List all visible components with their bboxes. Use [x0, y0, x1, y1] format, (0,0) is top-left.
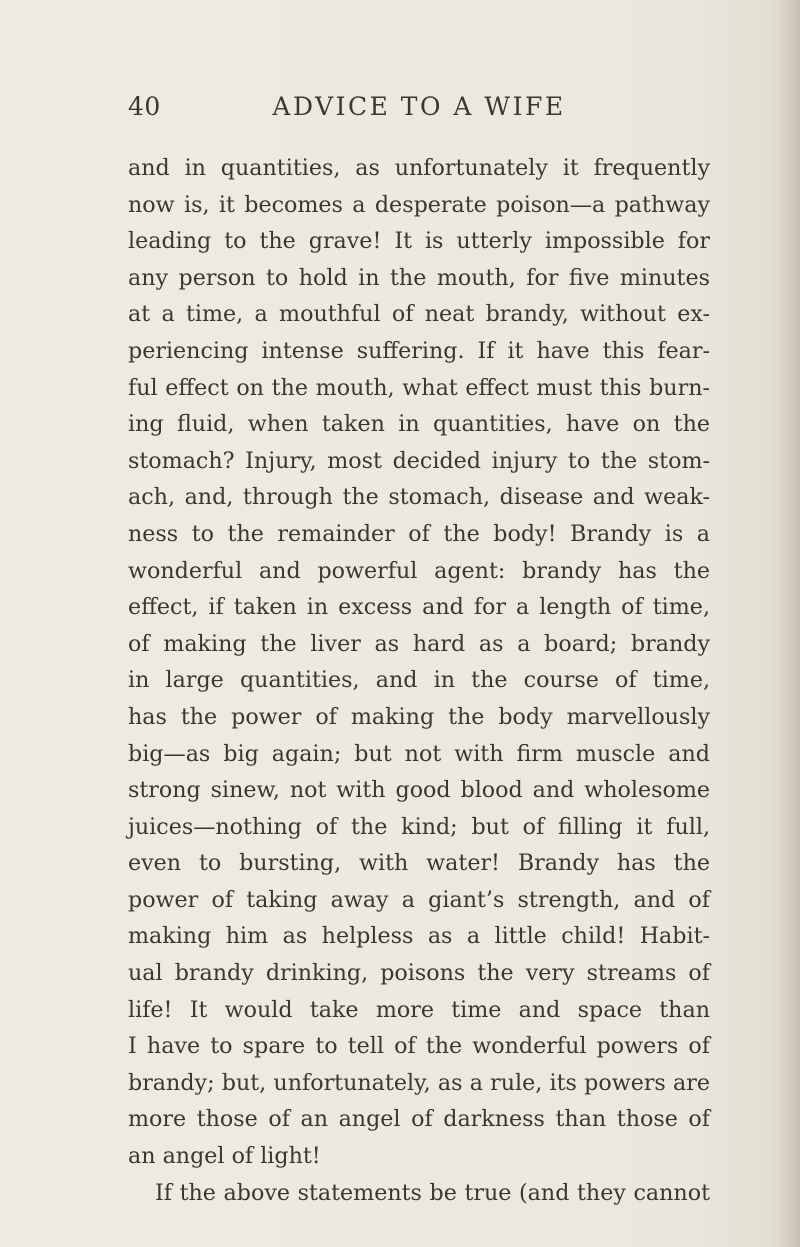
text-line: stomach? Injury, most decided injury to the stom- [128, 447, 710, 474]
text-line: and in quantities, as unfortunately it frequently [128, 155, 710, 181]
text-line: strong sinew, not with good blood and wholesome [128, 777, 710, 804]
text-line: power of taking away a giant’s strength, and of [128, 886, 710, 913]
text-line: periencing intense suffering. If it have this fear- [128, 337, 710, 364]
text-line: ual brandy drinking, poisons the very streams of [128, 960, 710, 987]
text-line: leading to the grave! It is utterly impossible for [128, 228, 710, 255]
text-line: effect, if taken in excess and for a length of time, [128, 594, 710, 621]
text-line: in large quantities, and in the course of time, [128, 667, 710, 694]
text-line: big—as big again; but not with firm muscle and [128, 740, 710, 767]
page-edge-shadow [778, 0, 800, 1247]
text-line: ing fluid, when taken in quantities, have on the [128, 411, 710, 438]
text-line: of making the liver as hard as a board; brandy [128, 630, 710, 657]
text-line: ness to the remainder of the body! Brandy is a [128, 520, 710, 547]
text-line: more those of an angel of darkness than those of [128, 1106, 710, 1133]
text-line: now is, it becomes a desperate poison—a pathway [128, 191, 710, 218]
text-line: If the above statements be true (and they cannot [155, 1179, 710, 1206]
text-line: at a time, a mouthful of neat brandy, without ex- [128, 301, 710, 328]
text-line: even to bursting, with water! Brandy has the [128, 850, 710, 877]
text-line: wonderful and powerful agent: brandy has the [128, 557, 710, 584]
body-text [128, 150, 710, 1211]
text-line: making him as helpless as a little child! Habit- [128, 923, 710, 950]
text-line: has the power of making the body marvellously [128, 703, 710, 730]
text-line: ful effect on the mouth, what effect must this burn- [128, 374, 710, 401]
text-line: an angel of light! [128, 1143, 321, 1170]
running-title: ADVICE TO A WIFE [272, 92, 566, 121]
text-line: juices—nothing of the kind; but of filling it full, [128, 813, 710, 840]
page-number: 40 [128, 92, 161, 121]
text-line: life! It would take more time and space than [128, 996, 710, 1023]
text-line: brandy; but, unfortunately, as a rule, its powers are [128, 1069, 710, 1096]
text-line: I have to spare to tell of the wonderful powers of [128, 1033, 710, 1060]
text-line: any person to hold in the mouth, for five minutes [128, 264, 710, 291]
text-line: ach, and, through the stomach, disease and weak- [128, 484, 710, 511]
page-header [128, 92, 710, 132]
